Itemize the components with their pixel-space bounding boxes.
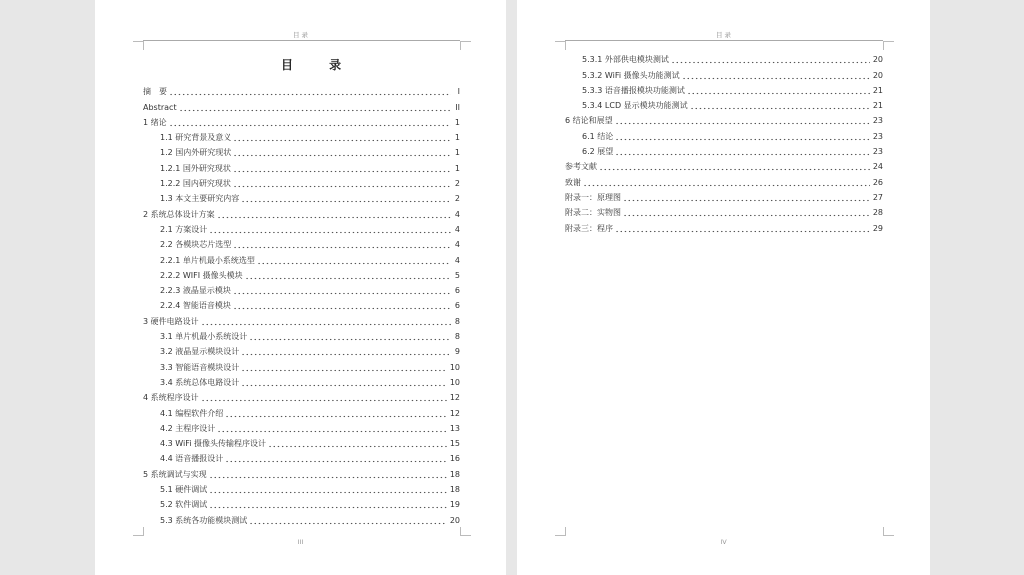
toc-entry[interactable] [143, 128, 460, 143]
dot-leader [209, 225, 451, 234]
toc-entry[interactable] [143, 204, 460, 219]
toc-entry[interactable] [143, 495, 460, 510]
margin-corner-mark [460, 41, 471, 50]
toc-entry-page: 5 [454, 270, 460, 280]
margin-corner-mark [555, 41, 566, 50]
toc-entry[interactable] [143, 449, 460, 464]
toc-entry-title: 4 系统程序设计 [143, 393, 199, 403]
toc-entry-page: 18 [449, 469, 460, 479]
toc-entry-title: 2.2.2 WIFI 摄像头模块 [160, 270, 243, 280]
dot-leader [245, 271, 451, 280]
dot-leader [623, 208, 870, 217]
toc-entry-title: 6 结论和展望 [565, 116, 613, 126]
margin-corner-mark [883, 527, 894, 536]
dot-leader [233, 240, 451, 249]
toc-entry-page: 29 [872, 223, 883, 233]
toc-entry-page: 6 [454, 301, 460, 311]
dot-leader [615, 116, 870, 125]
dot-leader [209, 485, 447, 494]
dot-leader [201, 317, 451, 326]
dot-leader [583, 178, 870, 187]
toc-entry-title: 5.3.1 外部供电模块测试 [582, 55, 669, 65]
toc-entry[interactable] [143, 296, 460, 311]
toc-entry-page: 4 [454, 255, 460, 265]
toc-entry[interactable] [565, 111, 883, 126]
toc-entry[interactable] [143, 480, 460, 495]
toc-entry-title: 2.1 方案设计 [160, 224, 208, 234]
header-rule [143, 40, 460, 41]
toc-entry-title: 5.3 系统各功能模块测试 [160, 515, 248, 525]
toc-entry-title: 5.1 硬件调试 [160, 485, 208, 495]
dot-leader [687, 86, 870, 95]
toc-entry[interactable] [143, 373, 460, 388]
toc-entry-page: 1 [454, 117, 460, 127]
dot-leader [241, 378, 447, 387]
toc-entry-page: 23 [872, 116, 883, 126]
toc-entry-page: 21 [872, 85, 883, 95]
toc-entry-title: 参考文献 [565, 162, 597, 172]
toc-entry[interactable] [143, 357, 460, 372]
toc-entry[interactable] [565, 142, 883, 157]
toc-entry-title: 5 系统调试与实现 [143, 469, 207, 479]
toc-entry-title: 2 系统总体设计方案 [143, 209, 215, 219]
toc-entry-page: 12 [449, 393, 460, 403]
toc-entry[interactable] [565, 157, 883, 172]
toc-entry-page: 8 [454, 332, 460, 342]
toc-entry[interactable] [565, 172, 883, 187]
toc-entry-page: II [455, 102, 460, 112]
toc-entry-title: 4.2 主程序设计 [160, 423, 216, 433]
page-number: IV [720, 538, 727, 546]
dot-leader [209, 500, 447, 509]
toc-entry-page: 2 [454, 194, 460, 204]
dot-leader [233, 179, 451, 188]
margin-corner-mark [460, 527, 471, 536]
toc-entry-page: 10 [449, 362, 460, 372]
dot-leader [623, 193, 870, 202]
toc-entry-page: 1 [454, 163, 460, 173]
dot-leader [249, 332, 451, 341]
toc-entry-title: 1.2.1 国外研究现状 [160, 163, 231, 173]
toc-entry[interactable] [143, 158, 460, 173]
dot-leader [690, 101, 870, 110]
toc-entry-title: 3.4 系统总体电路设计 [160, 377, 240, 387]
toc-entry-title: 4.1 编程软件介绍 [160, 408, 224, 418]
toc-entry-title: 5.3.3 语音播报模块功能测试 [582, 85, 685, 95]
toc-entry-page: 18 [449, 485, 460, 495]
toc-entry[interactable] [143, 235, 460, 250]
toc-entry[interactable] [143, 388, 460, 403]
toc-entry[interactable] [143, 113, 460, 128]
toc-entry[interactable] [143, 174, 460, 189]
toc-entry[interactable] [143, 266, 460, 281]
toc-entry-page: 2 [454, 179, 460, 189]
toc-entry-title: 4.3 WiFi 摄像头传输程序设计 [160, 439, 267, 449]
dot-leader [615, 132, 870, 141]
toc-entry[interactable] [143, 281, 460, 296]
dot-leader [217, 424, 447, 433]
toc-entry-title: 4.4 语音播报设计 [160, 454, 224, 464]
dot-leader [169, 118, 451, 127]
margin-corner-mark [133, 527, 144, 536]
dot-leader [599, 162, 870, 171]
toc-entry[interactable] [565, 96, 883, 111]
toc-entry-title: 5.2 软件调试 [160, 500, 208, 510]
margin-corner-mark [883, 41, 894, 50]
toc-entry[interactable] [565, 218, 883, 233]
toc-entry-page: 26 [872, 177, 883, 187]
toc-entry-page: 21 [872, 101, 883, 111]
toc-entry-title: 摘 要 [143, 87, 167, 97]
toc-entry[interactable] [143, 464, 460, 479]
toc-entry-title: 3 硬件电路设计 [143, 316, 199, 326]
toc-entry[interactable] [565, 126, 883, 141]
dot-leader [671, 55, 870, 64]
toc-entry-page: 4 [454, 240, 460, 250]
toc-entry-page: 16 [449, 454, 460, 464]
toc-entry-title: 2.2.1 单片机最小系统选型 [160, 255, 255, 265]
toc-entry-page: 23 [872, 131, 883, 141]
page-header: 目 录 [715, 31, 732, 39]
toc-entry[interactable] [143, 403, 460, 418]
toc-entry[interactable] [143, 143, 460, 158]
toc-entry[interactable] [143, 220, 460, 235]
toc-entry-title: 3.3 智能语音模块设计 [160, 362, 240, 372]
toc-entry[interactable] [565, 65, 883, 80]
toc-entry[interactable] [143, 327, 460, 342]
dot-leader [615, 224, 870, 233]
toc-entry-title: 1.2 国内外研究现状 [160, 148, 232, 158]
toc-entry[interactable] [143, 97, 460, 112]
dot-leader [201, 393, 447, 402]
toc-entry-page: 24 [872, 162, 883, 172]
toc-list [143, 82, 460, 526]
dot-leader [233, 148, 451, 157]
toc-entry-page: 19 [449, 500, 460, 510]
dot-leader [225, 409, 447, 418]
dot-leader [225, 454, 447, 463]
dot-leader [241, 347, 451, 356]
toc-entry-page: 1 [454, 133, 460, 143]
toc-entry-title: 5.3.2 WiFi 摄像头功能测试 [582, 70, 680, 80]
toc-entry[interactable] [143, 419, 460, 434]
toc-entry-page: 4 [454, 209, 460, 219]
toc-entry-page: 6 [454, 286, 460, 296]
toc-entry-title: Abstract [143, 102, 177, 112]
dot-leader [233, 301, 451, 310]
toc-entry-page: I [457, 87, 460, 97]
toc-entry-page: 10 [449, 377, 460, 387]
dot-leader [217, 210, 451, 219]
toc-entry-title: 6.2 展望 [582, 147, 614, 157]
toc-entry-page: 23 [872, 147, 883, 157]
toc-entry-title: 1 绪论 [143, 117, 167, 127]
toc-entry-title: 附录一：原理图 [565, 192, 621, 202]
dot-leader [169, 87, 451, 96]
document-page-left [95, 0, 506, 575]
toc-entry-title: 1.2.2 国内研究现状 [160, 179, 231, 189]
toc-entry[interactable] [565, 203, 883, 218]
margin-corner-mark [555, 527, 566, 536]
dot-leader [682, 71, 870, 80]
toc-entry[interactable] [565, 50, 883, 65]
toc-entry[interactable] [143, 250, 460, 265]
toc-entry-page: 27 [872, 192, 883, 202]
toc-entry-title: 3.2 液晶显示模块设计 [160, 347, 240, 357]
toc-entry-page: 8 [454, 316, 460, 326]
dot-leader [179, 103, 451, 112]
toc-entry-title: 2.2.3 液晶显示模块 [160, 286, 231, 296]
toc-entry[interactable] [565, 81, 883, 96]
toc-entry[interactable] [143, 311, 460, 326]
toc-entry[interactable] [143, 82, 460, 97]
toc-entry[interactable] [143, 434, 460, 449]
dot-leader [615, 147, 870, 156]
dot-leader [209, 470, 447, 479]
toc-entry-title: 1.3 本文主要研究内容 [160, 194, 240, 204]
toc-entry-title: 致谢 [565, 177, 581, 187]
toc-entry-page: 4 [454, 224, 460, 234]
toc-entry-title: 附录二：实物图 [565, 208, 621, 218]
toc-entry-title: 5.3.4 LCD 显示模块功能测试 [582, 101, 688, 111]
document-page-right [517, 0, 930, 575]
dot-leader [249, 516, 447, 525]
toc-entry-title: 3.1 单片机最小系统设计 [160, 332, 248, 342]
toc-entry[interactable] [143, 342, 460, 357]
toc-title: 目 录 [281, 58, 358, 72]
dot-leader [268, 439, 447, 448]
toc-entry-page: 9 [454, 347, 460, 357]
toc-entry-page: 12 [449, 408, 460, 418]
toc-entry[interactable] [565, 188, 883, 203]
toc-entry-title: 2.2.4 智能语音模块 [160, 301, 231, 311]
toc-entry-page: 15 [449, 439, 460, 449]
toc-entry-title: 6.1 结论 [582, 131, 614, 141]
dot-leader [233, 286, 451, 295]
toc-list [565, 50, 883, 234]
toc-entry[interactable] [143, 189, 460, 204]
page-header: 目 录 [292, 31, 309, 39]
dot-leader [241, 194, 451, 203]
toc-entry-page: 20 [872, 70, 883, 80]
toc-entry-title: 2.2 各模块芯片选型 [160, 240, 232, 250]
toc-entry[interactable] [143, 510, 460, 525]
dot-leader [233, 164, 451, 173]
header-rule [565, 40, 883, 41]
toc-entry-page: 20 [449, 515, 460, 525]
page-number: III [297, 538, 304, 546]
toc-entry-page: 28 [872, 208, 883, 218]
toc-entry-title: 附录三：程序 [565, 223, 613, 233]
toc-entry-page: 20 [872, 55, 883, 65]
margin-corner-mark [133, 41, 144, 50]
toc-entry-page: 1 [454, 148, 460, 158]
dot-leader [257, 256, 451, 265]
toc-entry-page: 13 [449, 423, 460, 433]
dot-leader [241, 363, 447, 372]
dot-leader [233, 133, 451, 142]
toc-entry-title: 1.1 研究背景及意义 [160, 133, 232, 143]
